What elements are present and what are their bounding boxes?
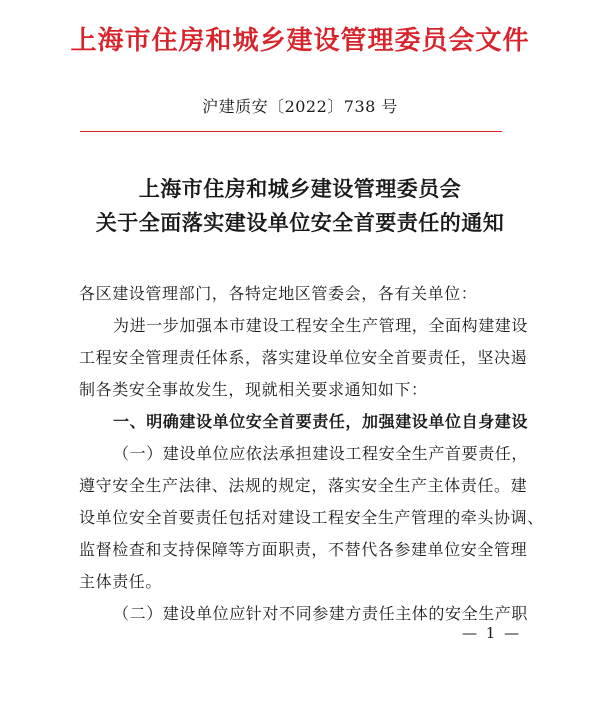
paragraph-line: （二）建设单位应针对不同参建方责任主体的安全生产职 (113, 604, 529, 623)
intro-line: 为进一步加强本市建设工程安全生产管理，全面构建建设 (113, 316, 529, 335)
red-divider-line (80, 131, 502, 132)
paragraph-line: （一）建设单位应依法承担建设工程安全生产首要责任， (113, 444, 529, 463)
intro-line: 制各类安全事故发生，现就相关要求通知如下： (79, 380, 428, 399)
section-heading: 一、明确建设单位安全首要责任，加强建设单位自身建设 (113, 412, 529, 431)
paragraph-line: 遵守安全生产法律、法规的规定，落实安全生产主体责任。建 (79, 476, 528, 495)
paragraph-line: 主体责任。 (79, 572, 163, 591)
paragraph-line: 设单位安全首要责任包括对建设工程安全生产管理的牵头协调、 (79, 508, 544, 527)
notice-title-line-2: 关于全面落实建设单位安全首要责任的通知 (95, 210, 505, 235)
intro-line: 工程安全管理责任体系，落实建设单位安全首要责任，坚决遏 (79, 348, 528, 367)
issuer-header: 上海市住房和城乡建设管理委员会文件 (70, 26, 530, 56)
salutation: 各区建设管理部门，各特定地区管委会，各有关单位： (79, 284, 478, 303)
paragraph-line: 监督检查和支持保障等方面职责，不替代各参建单位安全管理 (79, 540, 528, 559)
notice-title-line-1: 上海市住房和城乡建设管理委员会 (138, 176, 462, 201)
page-number: — 1 — (462, 624, 522, 642)
document-number: 沪建质安〔2022〕738 号 (202, 97, 398, 116)
